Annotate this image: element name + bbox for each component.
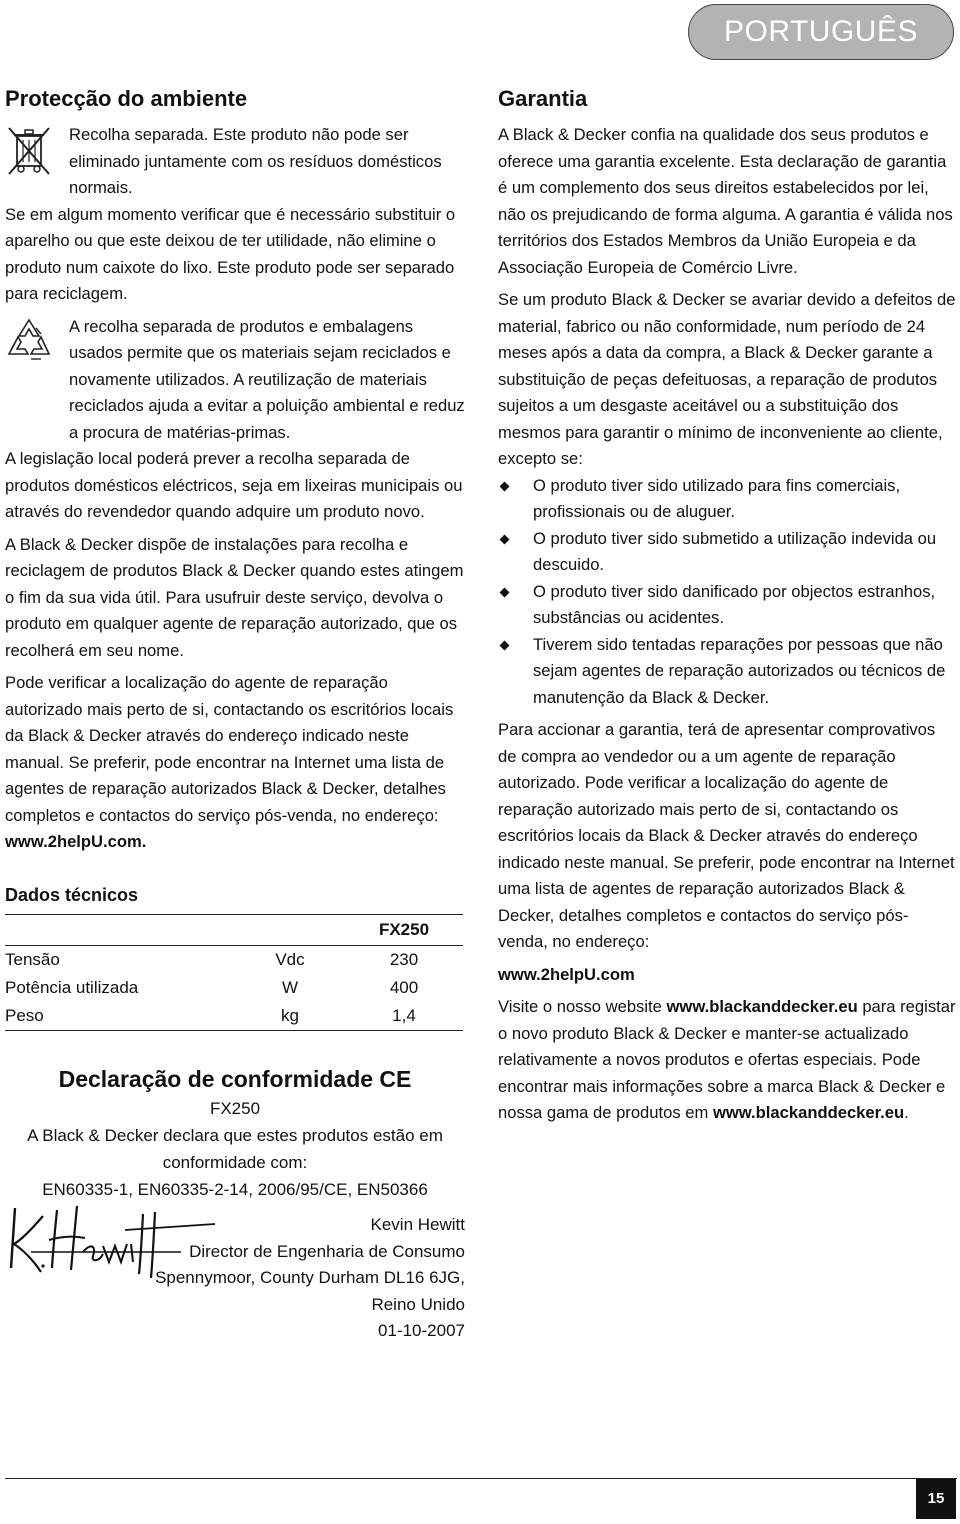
tech-value: 1,4 [345, 1002, 463, 1031]
table-row [5, 1002, 463, 1031]
tech-table [5, 914, 463, 1031]
environment-paragraph-2: Se em algum momento verificar que é necessário substituir o aparelho ou que este deixou de ter utilidade, não elimine o produto num caixote do lixo. Este produto pode ser separado para reciclagem. [5, 204, 456, 303]
environment-paragraph-1: Recolha separada. Este produto não pode ser eliminado juntamente com os resíduos domésticos normais. [69, 125, 442, 197]
tech-unit: Vdc [275, 949, 305, 969]
signatory-country: Reino Unido [371, 1294, 465, 1314]
warranty-paragraph-2: Se um produto Black & Decker se avariar devido a defeitos de material, fabrico ou não conformidade, num período de 24 meses após a data da compra, a Black & Decker garante a substituição de peças defeituosas, a reparação de produtos sujeitos a um desgaste aceitável ou a substituição dos mesmos para garantir o mínimo de inconveniente ao cliente, excepto se: [498, 290, 956, 468]
warranty-support-url[interactable]: www.2helpU.com [498, 964, 635, 984]
warranty-url [498, 962, 956, 989]
list-item: O produto tiver sido danificado por objectos estranhos, substâncias ou acidentes. [498, 579, 956, 632]
diamond-bullet-icon [500, 481, 510, 491]
tech-unit: W [281, 977, 299, 997]
website-link-2[interactable]: www.blackanddecker.eu [712, 1103, 905, 1122]
tech-title: Dados técnicos [5, 884, 139, 905]
declaration-title: Declaração de conformidade CE [58, 1065, 412, 1092]
warranty-title: Garantia [498, 86, 588, 111]
tech-label: Peso [5, 1002, 235, 1031]
tech-model: FX250 [345, 914, 463, 945]
signatory-name: Kevin Hewitt [370, 1215, 465, 1234]
right-column [498, 84, 956, 1127]
recycle-icon [5, 314, 69, 369]
warranty-exclusions [498, 473, 956, 712]
tech-unit: kg [235, 1002, 345, 1031]
recycle-row [5, 314, 465, 447]
website-link[interactable]: www.blackanddecker.eu [666, 997, 858, 1016]
left-column [5, 84, 465, 1203]
support-url[interactable]: www.2helpU.com. [5, 832, 147, 851]
declaration-model: FX250 [209, 1098, 261, 1118]
declaration-block [5, 1063, 465, 1203]
environment-paragraph-3: A recolha separada de produtos e embalagens usados permite que os materiais sejam reciclados e novamente utilizados. A reutilização de materiais reciclados ajuda a evitar a poluição ambiental e reduz a procura de matérias-primas. [69, 316, 465, 442]
environment-paragraph-4: A legislação local poderá prever a recolha separada de produtos domésticos eléctricos, seja em lixeiras municipais ou através do revendedor quando adquire um produto novo. [5, 449, 463, 521]
environment-paragraph-5: A Black & Decker dispõe de instalações para recolha e reciclagem de produtos Black & Decker quando estes atingem o fim da sua vida útil. Para usufruir deste serviço, devolva o produto em qualquer agente de reparação autorizado, que os recolherá em seu nome. [5, 534, 464, 660]
list-item: O produto tiver sido utilizado para fins comerciais, profissionais ou de aluguer. [498, 473, 956, 526]
page-number: 15 [916, 1479, 956, 1519]
tech-value: 400 [389, 977, 419, 997]
declaration-statement: A Black & Decker declara que estes produtos estão em conformidade com: [27, 1125, 443, 1172]
signatory-address: Spennymoor, County Durham DL16 6JG, [155, 1268, 465, 1287]
signature-block [5, 1200, 465, 1345]
tech-label: Tensão [5, 949, 60, 969]
warranty-paragraph-1: A Black & Decker confia na qualidade dos seus produtos e oferece uma garantia excelente. Esta declaração de garantia é um complemento dos seus direitos estabelecidos por lei, não os prejudicando de forma alguma. A garantia é válida nos territórios dos Estados Membros da União Europeia e da Associação Europeia de Comércio Livre. [498, 125, 953, 277]
environment-paragraph-6 [5, 670, 465, 856]
declaration-standards: EN60335-1, EN60335-2-14, 2006/95/CE, EN50366 [42, 1179, 428, 1199]
diamond-bullet-icon [500, 640, 510, 650]
tech-header-row [5, 914, 463, 945]
signatory-date: 01-10-2007 [378, 1321, 465, 1340]
tech-label: Potência utilizada [5, 977, 139, 997]
list-item: O produto tiver sido submetido a utilização indevida ou descuido. [498, 526, 956, 579]
language-tab: PORTUGUÊS [688, 4, 954, 60]
footer-divider [5, 1478, 957, 1479]
signatory-role: Director de Engenharia de Consumo [189, 1241, 465, 1261]
table-row [5, 974, 463, 1002]
environment-title: Protecção do ambiente [5, 86, 248, 111]
table-row [5, 945, 463, 974]
tech-value: 230 [389, 949, 419, 969]
list-item: Tiverem sido tentadas reparações por pessoas que não sejam agentes de reparação autorizados ou técnicos de manutenção da Black & Decker. [498, 632, 956, 712]
weee-row [5, 122, 465, 202]
warranty-paragraph-4: Visite o nosso website www.blackanddecker.eu para registar o novo produto Black & Decker e manter-se actualizado relativamente a novos produtos e ofertas especiais. Pode encontrar mais informações sobre a marca Black & Decker e nossa gama de produtos em www.blackanddecker.eu. [498, 997, 956, 1122]
warranty-paragraph-3: Para accionar a garantia, terá de apresentar comprovativos de compra ao vendedor ou a um agente de reparação autorizado. Pode verificar a localização do agente de reparação autorizado mais perto de si, contactando os escritórios locais da Black & Decker através do endereço indicado neste manual. Se preferir, pode encontrar na Internet uma lista de agentes de reparação autorizados Black & Decker, detalhes completos e contactos do serviço pós-venda, no endereço: [498, 720, 955, 951]
signature-image [5, 1200, 220, 1282]
crossed-bin-icon [5, 122, 69, 181]
diamond-bullet-icon [500, 534, 510, 544]
diamond-bullet-icon [500, 587, 510, 597]
environment-paragraph-6-text: Pode verificar a localização do agente de reparação autorizado mais perto de si, contactando os escritórios locais da Black & Decker através do endereço indicado neste manual. Se preferir, pode encontrar na Internet uma lista de agentes de reparação autorizados Black & Decker, detalhes completos e contactos do serviço pós-venda, no endereço: [5, 673, 454, 825]
